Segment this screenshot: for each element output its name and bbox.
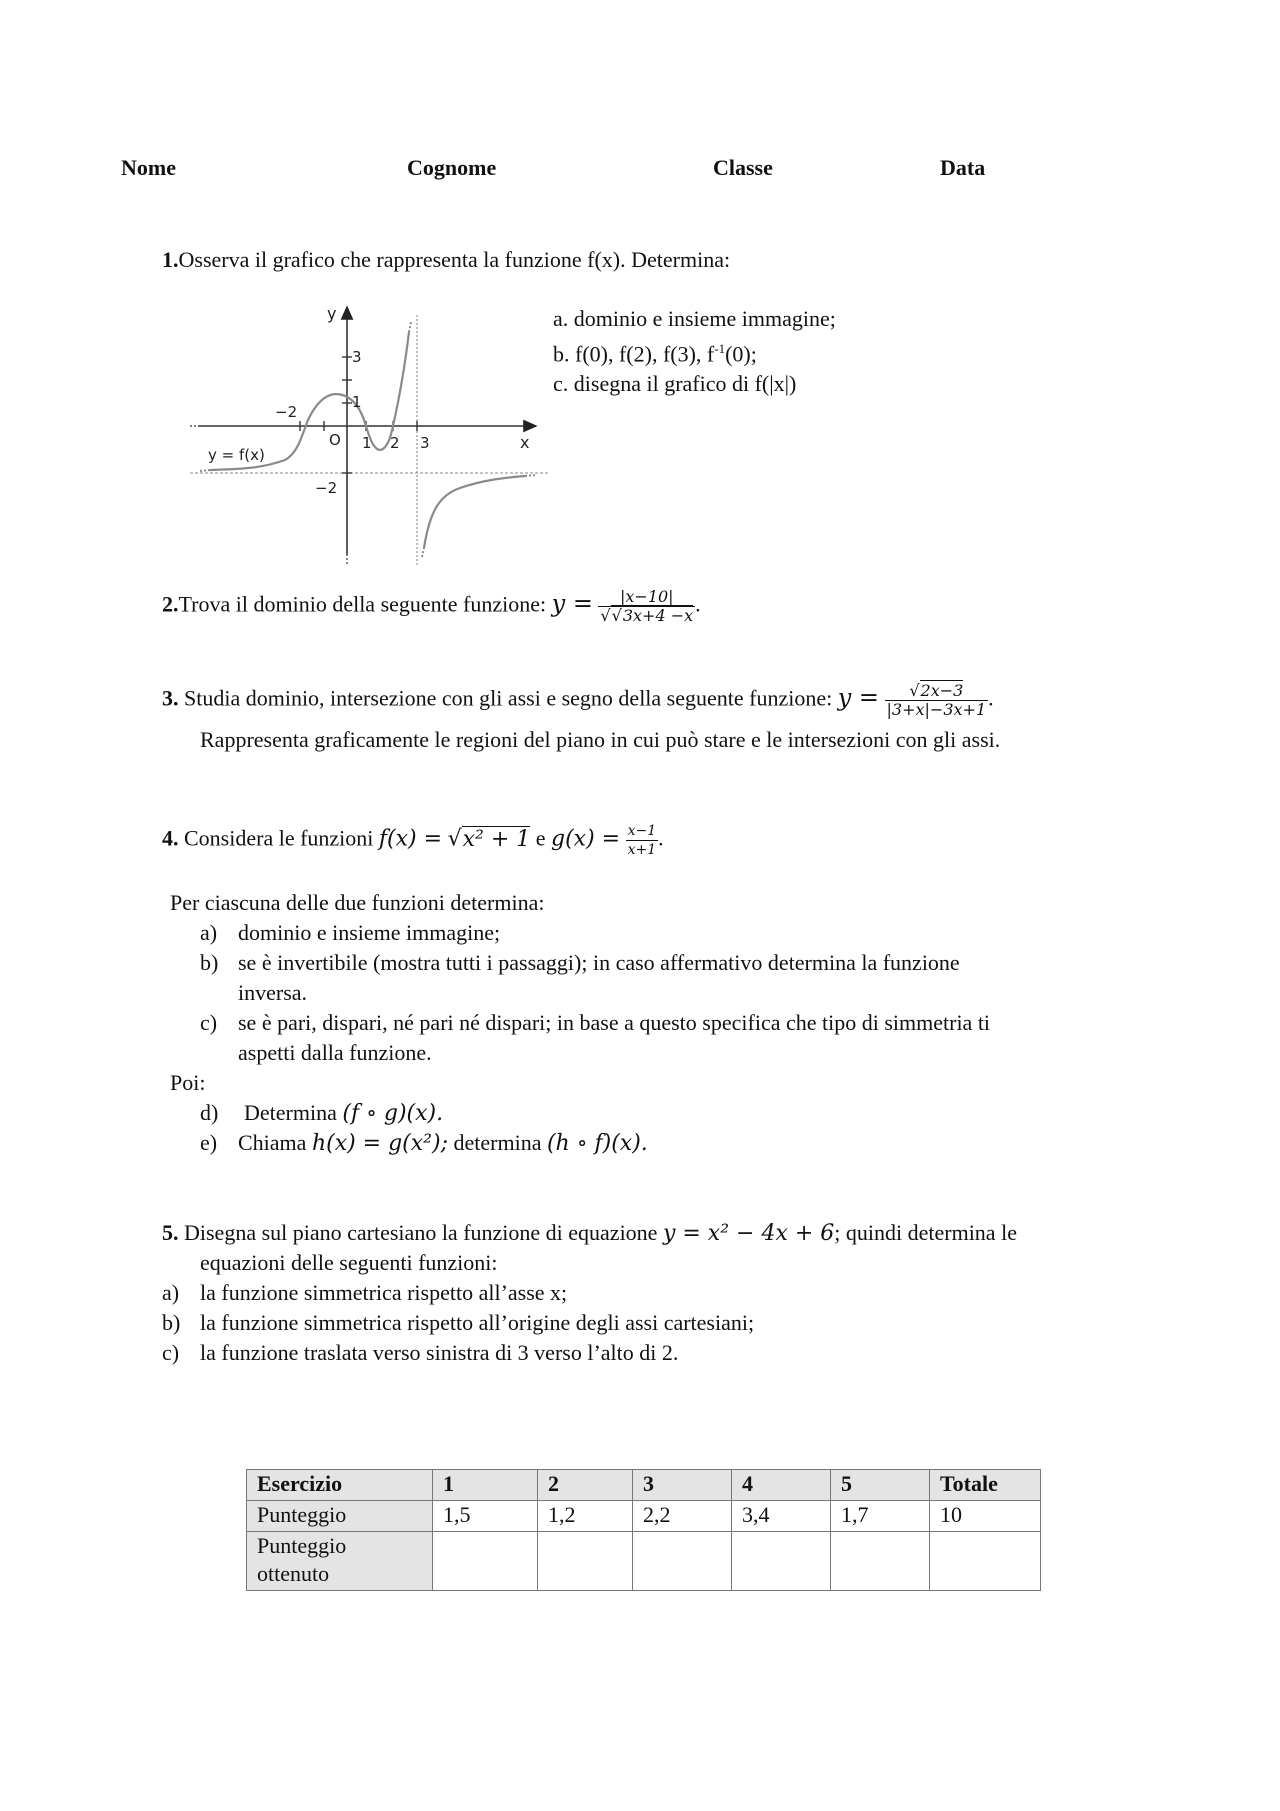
ex4-poi: Poi: bbox=[170, 1070, 206, 1095]
tick-label-x-2: 2 bbox=[390, 434, 400, 452]
exercise-3-number: 3. bbox=[162, 685, 179, 711]
header-cognome: Cognome bbox=[407, 155, 497, 180]
ex4-item-a: a) dominio e insieme immagine; bbox=[200, 920, 501, 945]
row-label: Punteggio ottenuto bbox=[247, 1532, 433, 1591]
ex3-lhs: y = bbox=[837, 683, 880, 712]
exercise-1-text: Osserva il grafico che rappresenta la funzione f(x). Determina: bbox=[178, 247, 731, 272]
ex5-item-a: a) la funzione simmetrica rispetto all’asse x; bbox=[162, 1280, 568, 1305]
header-cell: Esercizio bbox=[247, 1470, 433, 1501]
header-cell: 5 bbox=[831, 1470, 930, 1501]
task-1a: a. dominio e insieme immagine; bbox=[553, 306, 836, 331]
exercise-5-text: Disegna sul piano cartesiano la funzione di equazione bbox=[184, 1220, 658, 1245]
ex5-item-b: b) la funzione simmetrica rispetto all’origine degli assi cartesiani; bbox=[162, 1310, 755, 1335]
exercise-4-number: 4. bbox=[162, 825, 179, 851]
ex4-item-b: b) se è invertibile (mostra tutti i passaggi); in caso affermativo determina la funzione inversa. bbox=[200, 950, 960, 1005]
score-table-row-points bbox=[247, 1501, 1041, 1532]
points-cell: 2,2 bbox=[633, 1501, 732, 1532]
curve-continuation-bottom bbox=[422, 548, 424, 557]
function-label: y = f(x) bbox=[208, 446, 265, 464]
ex4-g-lhs: g(x) = bbox=[551, 826, 621, 852]
exercise-1-tasks bbox=[553, 304, 836, 399]
function-curve-right bbox=[424, 476, 525, 548]
obtained-cell[interactable] bbox=[732, 1532, 831, 1591]
header-cell: 4 bbox=[732, 1470, 831, 1501]
exercise-4-intro: Per ciascuna delle due funzioni determina: bbox=[170, 890, 545, 915]
score-table-row-obtained bbox=[247, 1532, 1041, 1591]
axis-label-y: y bbox=[327, 304, 337, 323]
ex4-g-fraction: $\frac{x-1}{x+1}$ bbox=[627, 823, 657, 858]
ex2-lhs: y = bbox=[551, 589, 593, 618]
exercise-5-number: 5. bbox=[162, 1220, 179, 1245]
exercise-5: 5. Disegna sul piano cartesiano la funzione di equazione y = x² − 4x + 6; quindi determina le bbox=[162, 1220, 1017, 1246]
exercise-2-number: 2. bbox=[162, 591, 179, 617]
points-cell: 1,5 bbox=[433, 1501, 538, 1532]
exercise-3-text: Studia dominio, intersezione con gli assi e segno della seguente funzione: bbox=[184, 685, 833, 711]
points-cell: 1,7 bbox=[831, 1501, 930, 1532]
points-cell: 10 bbox=[930, 1501, 1041, 1532]
ex4-f-lhs: f(x) = bbox=[378, 826, 443, 852]
ex5-item-c: c) la funzione traslata verso sinistra di 3 verso l’alto di 2. bbox=[162, 1340, 679, 1365]
ex4-item-c: c) se è pari, dispari, né pari né dispari; in base a questo specifica che tipo di simmetria ti aspetti dalla funzione. bbox=[200, 1010, 991, 1065]
obtained-cell[interactable] bbox=[633, 1532, 732, 1591]
exercise-4: 4. Considera le funzioni f(x) = √x² + 1 e g(x) = $\frac{x-1}{x+1}$ . bbox=[162, 823, 664, 858]
exercise-1-number: 1. bbox=[162, 247, 179, 272]
exercise-5-line2: equazioni delle seguenti funzioni: bbox=[200, 1250, 498, 1275]
tick-label-x-minus2: −2 bbox=[275, 403, 298, 421]
header-cell: 1 bbox=[433, 1470, 538, 1501]
exercise-3: 3. Studia dominio, intersezione con gli assi e segno della seguente funzione: y = $\frac{√2x-3}{|3+x|-3x+1}$ . bbox=[162, 681, 994, 719]
tick-label-y-minus2: −2 bbox=[315, 479, 338, 497]
ex4-f-radicand: x² + 1 bbox=[462, 826, 531, 852]
obtained-cell[interactable] bbox=[831, 1532, 930, 1591]
task-1c: c. disegna il grafico di f(|x|) bbox=[553, 371, 797, 397]
ex5-equation: y = x² − 4x + 6 bbox=[662, 1221, 835, 1246]
header-cell: Totale bbox=[930, 1470, 1041, 1501]
header-cell: 3 bbox=[633, 1470, 732, 1501]
exercise-1-prompt bbox=[162, 245, 730, 275]
tick-label-y-3: 3 bbox=[352, 348, 362, 366]
origin-label: O bbox=[329, 431, 341, 449]
row-label: Punteggio bbox=[247, 1501, 433, 1532]
curve-continuation-right bbox=[525, 475, 536, 476]
exercise-2: 2.Trova il dominio della seguente funzione: y = $\frac{|x-10|}{√√3x+4 -x}$ . bbox=[162, 587, 701, 625]
ex2-fraction: $\frac{|x-10|}{√√3x+4 -x}$ bbox=[600, 587, 694, 625]
tick-label-x-3: 3 bbox=[420, 434, 430, 452]
ex4-item-d: d) Determina (f ∘ g)(x). bbox=[200, 1100, 444, 1126]
curve-continuation-top bbox=[409, 322, 411, 332]
ex4-item-e: e) Chiama h(x) = g(x²); determina (h ∘ f)(x). bbox=[200, 1130, 648, 1156]
score-table bbox=[246, 1469, 1041, 1591]
score-table-header bbox=[247, 1470, 1041, 1501]
axis-label-x: x bbox=[520, 433, 530, 452]
task-1b: b. f(0), f(2), f(3), $f^{-1}(0)$; bbox=[553, 341, 757, 367]
obtained-cell[interactable] bbox=[433, 1532, 538, 1591]
header-nome: Nome bbox=[121, 155, 176, 180]
header-cell: 2 bbox=[538, 1470, 633, 1501]
tick-label-x-1: 1 bbox=[362, 434, 372, 452]
obtained-cell[interactable] bbox=[538, 1532, 633, 1591]
header-data: Data bbox=[940, 155, 986, 180]
points-cell: 3,4 bbox=[732, 1501, 831, 1532]
exercise-3-line2: Rappresenta graficamente le regioni del piano in cui può stare e le intersezioni con gli assi. bbox=[200, 727, 1001, 752]
points-cell: 1,2 bbox=[538, 1501, 633, 1532]
function-graph bbox=[190, 295, 550, 565]
ex3-fraction: $\frac{√2x-3}{|3+x|-3x+1}$ bbox=[886, 681, 987, 719]
obtained-cell[interactable] bbox=[930, 1532, 1041, 1591]
curve-continuation-left bbox=[200, 470, 210, 471]
header-classe: Classe bbox=[713, 155, 773, 180]
exercise-2-text: Trova il dominio della seguente funzione: bbox=[178, 591, 547, 617]
exercise-4-text: Considera le funzioni bbox=[184, 825, 374, 851]
tick-label-y-1: 1 bbox=[352, 393, 362, 411]
